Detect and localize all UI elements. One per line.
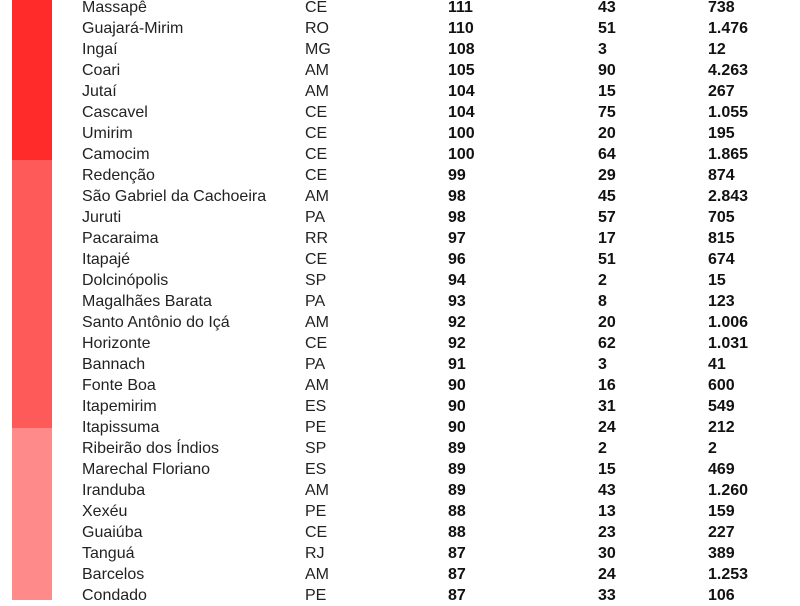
value-a: 89	[448, 482, 466, 499]
value-a: 100	[448, 125, 475, 142]
value-a: 98	[448, 188, 466, 205]
value-a: 89	[448, 461, 466, 478]
value-a: 87	[448, 566, 466, 583]
value-b: 16	[598, 377, 616, 394]
value-b: 2	[598, 272, 607, 289]
city-name: Iranduba	[82, 482, 146, 499]
value-c: 1.253	[708, 566, 749, 583]
value-b: 15	[598, 461, 616, 478]
city-name: Coari	[82, 62, 121, 79]
table-row	[0, 354, 800, 375]
city-name: Marechal Floriano	[82, 461, 211, 478]
value-b: 57	[598, 209, 616, 226]
state-code: CE	[305, 125, 328, 142]
state-code: CE	[305, 0, 328, 16]
state-code: PA	[305, 293, 326, 310]
value-b: 31	[598, 398, 616, 415]
table-row	[0, 501, 800, 522]
city-name: Magalhães Barata	[82, 293, 212, 310]
value-b: 30	[598, 545, 616, 562]
city-name: Fonte Boa	[82, 377, 156, 394]
value-b: 45	[598, 188, 616, 205]
value-c: 4.263	[708, 62, 749, 79]
value-c: 159	[708, 503, 735, 520]
value-b: 3	[598, 356, 607, 373]
city-name: Horizonte	[82, 335, 151, 352]
value-a: 87	[448, 587, 466, 604]
city-name: Xexéu	[82, 503, 128, 520]
state-code: CE	[305, 335, 328, 352]
state-code: AM	[305, 188, 329, 205]
value-b: 75	[598, 104, 616, 121]
state-code: PE	[305, 587, 327, 604]
table-row	[0, 522, 800, 543]
state-code: PE	[305, 419, 327, 436]
city-name: Santo Antônio do Içá	[82, 314, 230, 331]
table-row	[0, 81, 800, 102]
state-code: CE	[305, 251, 328, 268]
value-c: 1.031	[708, 335, 749, 352]
value-c: 15	[708, 272, 726, 289]
city-name: Juruti	[82, 209, 122, 226]
value-a: 97	[448, 230, 466, 247]
value-c: 549	[708, 398, 735, 415]
table-row	[0, 228, 800, 249]
value-c: 1.476	[708, 20, 749, 37]
value-b: 90	[598, 62, 616, 79]
city-name: Condado	[82, 587, 147, 604]
value-b: 17	[598, 230, 616, 247]
value-c: 815	[708, 230, 735, 247]
value-c: 738	[708, 0, 735, 16]
value-a: 111	[448, 0, 473, 16]
state-code: AM	[305, 377, 329, 394]
table-row	[0, 123, 800, 144]
value-b: 29	[598, 167, 616, 184]
value-c: 705	[708, 209, 735, 226]
city-name: Redenção	[82, 167, 155, 184]
table-row	[0, 102, 800, 123]
state-code: CE	[305, 524, 328, 541]
city-name: Guaiúba	[82, 524, 143, 541]
table-row	[0, 207, 800, 228]
table-row	[0, 39, 800, 60]
state-code: SP	[305, 272, 327, 289]
value-a: 104	[448, 104, 475, 121]
value-c: 41	[708, 356, 726, 373]
value-a: 89	[448, 440, 466, 457]
value-c: 469	[708, 461, 735, 478]
city-name: Itapemirim	[82, 398, 157, 415]
table-row	[0, 165, 800, 186]
table-row	[0, 312, 800, 333]
table-row	[0, 249, 800, 270]
table-row	[0, 18, 800, 39]
value-b: 51	[598, 251, 616, 268]
value-b: 23	[598, 524, 616, 541]
value-c: 1.055	[708, 104, 749, 121]
state-code: ES	[305, 461, 327, 478]
city-name: Jutaí	[82, 83, 117, 100]
value-c: 389	[708, 545, 735, 562]
table-row	[0, 186, 800, 207]
city-name: Ingaí	[82, 41, 118, 58]
value-b: 24	[598, 419, 616, 436]
value-b: 62	[598, 335, 616, 352]
table-row	[0, 417, 800, 438]
city-name: Barcelos	[82, 566, 145, 583]
city-name: Itapissuma	[82, 419, 160, 436]
value-c: 674	[708, 251, 735, 268]
state-code: CE	[305, 167, 328, 184]
state-code: RO	[305, 20, 329, 37]
state-code: PA	[305, 356, 326, 373]
value-c: 1.260	[708, 482, 749, 499]
state-code: AM	[305, 314, 329, 331]
state-code: SP	[305, 440, 327, 457]
city-name: São Gabriel da Cachoeira	[82, 188, 267, 205]
table-row	[0, 585, 800, 606]
table-row	[0, 438, 800, 459]
value-a: 108	[448, 41, 475, 58]
value-c: 123	[708, 293, 735, 310]
value-a: 90	[448, 398, 466, 415]
state-code: PA	[305, 209, 326, 226]
state-code: AM	[305, 62, 329, 79]
value-c: 2.843	[708, 188, 749, 205]
value-c: 195	[708, 125, 735, 142]
value-b: 51	[598, 20, 616, 37]
state-code: CE	[305, 104, 328, 121]
value-a: 92	[448, 335, 466, 352]
value-b: 3	[598, 41, 607, 58]
value-c: 267	[708, 83, 735, 100]
city-name: Umirim	[82, 125, 133, 142]
value-a: 96	[448, 251, 466, 268]
table-row	[0, 459, 800, 480]
state-code: AM	[305, 482, 329, 499]
value-c: 874	[708, 167, 735, 184]
table-row	[0, 60, 800, 81]
state-code: PE	[305, 503, 327, 520]
state-code: MG	[305, 41, 331, 58]
value-a: 88	[448, 503, 466, 520]
city-name: Pacaraima	[82, 230, 159, 247]
table-row	[0, 480, 800, 501]
state-code: ES	[305, 398, 327, 415]
value-c: 1.865	[708, 146, 749, 163]
value-b: 20	[598, 314, 616, 331]
value-a: 92	[448, 314, 466, 331]
value-a: 91	[448, 356, 466, 373]
value-a: 93	[448, 293, 466, 310]
value-a: 100	[448, 146, 475, 163]
city-name: Ribeirão dos Índios	[82, 440, 219, 457]
value-c: 12	[708, 41, 726, 58]
state-code: RR	[305, 230, 329, 247]
value-a: 90	[448, 419, 466, 436]
city-name: Bannach	[82, 356, 146, 373]
table-row	[0, 0, 800, 18]
value-c: 227	[708, 524, 735, 541]
value-c: 1.006	[708, 314, 749, 331]
value-b: 15	[598, 83, 616, 100]
state-code: CE	[305, 146, 328, 163]
table-row	[0, 144, 800, 165]
city-name: Tanguá	[82, 545, 135, 562]
city-name: Massapê	[82, 0, 147, 16]
city-name: Cascavel	[82, 104, 148, 121]
value-b: 13	[598, 503, 616, 520]
value-a: 110	[448, 20, 474, 37]
value-b: 64	[598, 146, 616, 163]
value-b: 2	[598, 440, 607, 457]
table-row	[0, 291, 800, 312]
value-b: 20	[598, 125, 616, 142]
table-row	[0, 396, 800, 417]
state-code: AM	[305, 566, 329, 583]
value-a: 105	[448, 62, 475, 79]
table-row	[0, 564, 800, 585]
value-a: 94	[448, 272, 466, 289]
value-c: 600	[708, 377, 735, 394]
value-a: 88	[448, 524, 466, 541]
city-name: Dolcinópolis	[82, 272, 169, 289]
value-b: 24	[598, 566, 616, 583]
value-b: 33	[598, 587, 616, 604]
table-row	[0, 270, 800, 291]
city-name: Itapajé	[82, 251, 131, 268]
value-a: 98	[448, 209, 466, 226]
value-c: 212	[708, 419, 735, 436]
value-a: 87	[448, 545, 466, 562]
state-code: RJ	[305, 545, 325, 562]
value-c: 2	[708, 440, 717, 457]
value-a: 99	[448, 167, 466, 184]
value-c: 106	[708, 587, 735, 604]
state-code: AM	[305, 83, 329, 100]
value-b: 43	[598, 482, 616, 499]
city-name: Guajará-Mirim	[82, 20, 184, 37]
value-b: 43	[598, 0, 616, 16]
city-name: Camocim	[82, 146, 150, 163]
value-b: 8	[598, 293, 607, 310]
value-a: 90	[448, 377, 466, 394]
table-row	[0, 375, 800, 396]
table-row	[0, 543, 800, 564]
table-row	[0, 333, 800, 354]
value-a: 104	[448, 83, 475, 100]
